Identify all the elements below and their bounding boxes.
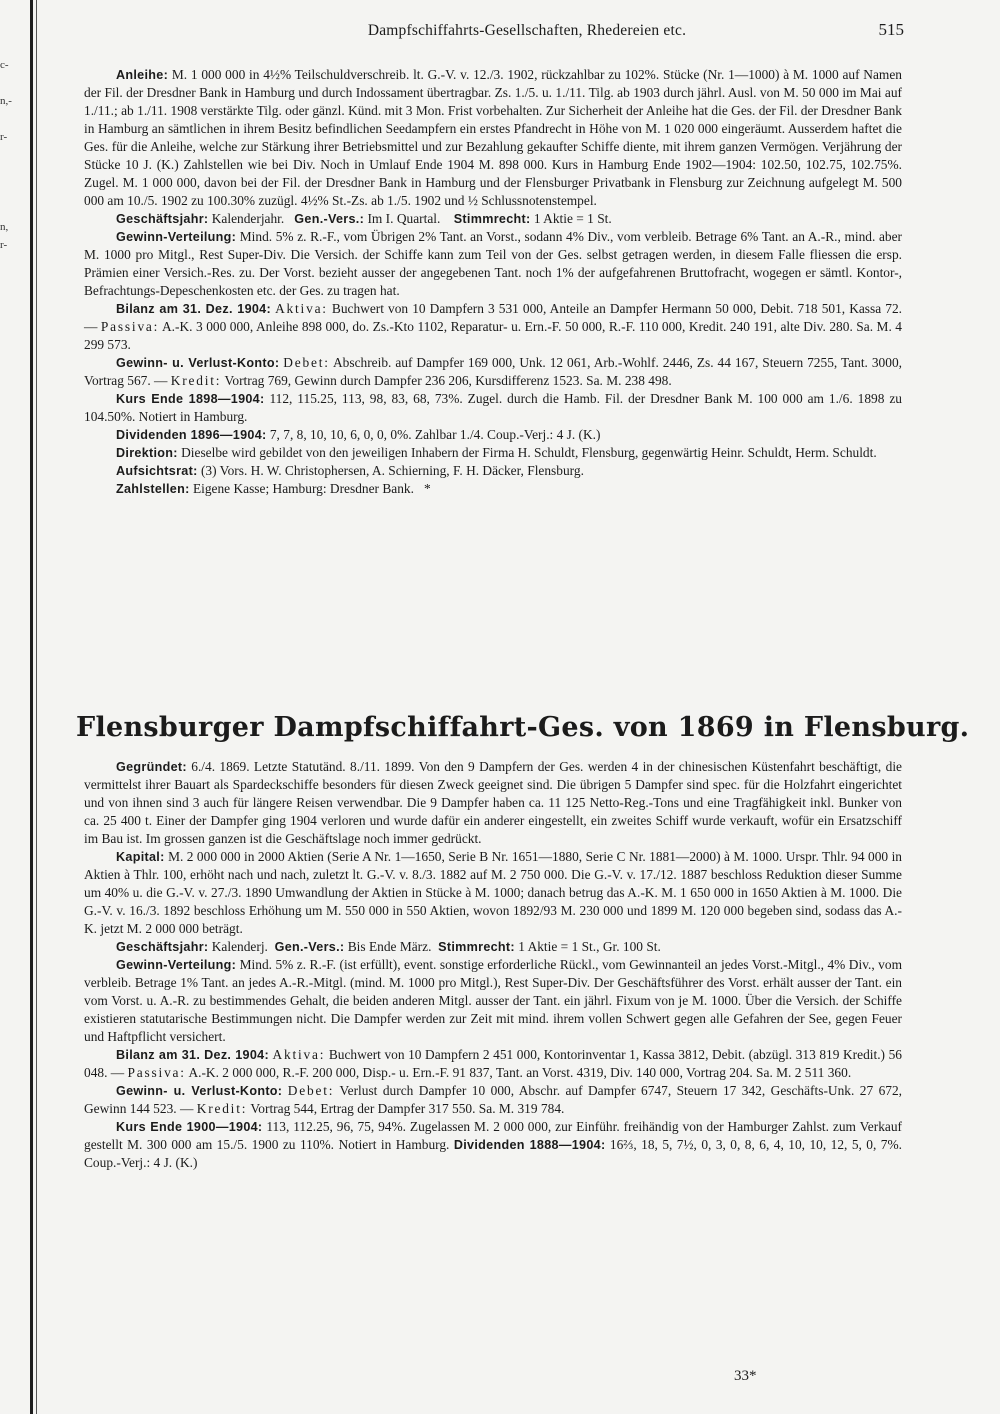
- text-debet-2: Verlust durch Dampfer 10 000, Abschr. auf Dampfer 6747, Steuern 17 342, Geschäfts-Unk. 27 672, Gewinn 144 523. —: [84, 1083, 903, 1116]
- gutter-fragment: [0, 434, 28, 452]
- text-passiva: A.-K. 3 000 000, Anleihe 898 000, do. Zs.-Kto 1102, Reparatur- u. Ern.-F. 50 000, R.-F. 110 000, Kredit. 240 191, alte Div. 280. Sa. M. 4 299 573.: [84, 319, 903, 352]
- label-gewinn-verlust-2: Gewinn- u. Verlust-Konto:: [116, 1084, 283, 1098]
- binding-edge: [30, 0, 33, 1414]
- label-passiva: Passiva:: [100, 319, 160, 334]
- running-header: Dampfschiffahrts-Gesellschaften, Rhedereien etc.: [367, 22, 687, 39]
- gutter-fragment: r-: [0, 131, 8, 143]
- label-zahlstellen: Zahlstellen:: [116, 482, 190, 496]
- label-geschaeftsjahr-2: Geschäftsjahr:: [116, 940, 209, 954]
- gutter-fragment: c-: [0, 59, 9, 71]
- binding-edge-shadow: [36, 0, 37, 1414]
- company-title: Flensburger Dampfschiffahrt-Ges. von 1869 in Flensburg.: [76, 712, 970, 743]
- text-kurs-2: 113, 112.25, 96, 75, 94%. Zugelassen M. 2 000 000, zur Einführ. freihändig von der Hamburger Zahlst. zum Verkauf gestellt M. 300 000 am 15./5. 1900 zu 110%. Notiert in Hamburg.: [84, 1119, 902, 1152]
- gutter-fragment: [0, 272, 28, 290]
- text-anleihe: M. 1 000 000 in 4½% Teilschuldverschreib. lt. G.-V. v. 12./3. 1902, rückzahlbar zu 102%. Stücke (Nr. 1—1000) à M. 1000 auf Namen der Fil. der Dresdner Bank in Hamburg und durch Indossament übertragbar. Zs. 1./5. u. 1./11. Tilg. ab 1903 durch jährl. Ausl. von M. 50 000 im Mai auf 1./11.; ab 1./11. 1908 verstärkte Tilg. oder gänzl. Künd. mit 3 Mon. Frist vorbehalten. Zur Sicherheit der Anleihe hat die Ges. der Fil. der Dresdner Bank in Hamburg an sämtlichen in ihrem Besitz befindlichen Seedampfern ein erstes Pfandrecht in Höhe von M. 1 020 000 eingeräumt. Ausserdem haftet die Ges. für die Anleihe, welche zur Stärkung ihrer Betriebsmittel und zur Bezahlung gekaufter Schiffe diente, mit ihrem ganzen Vermögen. Verjährung der Stücke 10 J. (K.) Zahlstellen wie bei Div. Noch in Umlauf Ende 1904 M. 898 000. Kurs in Hamburg Ende 1902—1904: 102.50, 102.75, 102.75%. Zugel. M. 1 000 000, davon bei der Fil. der Dresdner Bank in Hamburg und der Flensburger Privatbank in Flensburg zur Zeichnung aufgelegt M. 500 000 am 10./5. 1902 zu 100.30% zuzügl. 4½% St.-Zs. ab 1./5. 1902 und ½ Schlussnotenstempel.: [84, 67, 902, 208]
- paragraph-kurs: [84, 390, 902, 426]
- gutter-fragment: [0, 416, 28, 434]
- paragraph-gewinn-verlust-2: [84, 1082, 902, 1118]
- paragraph-gewinn-verteilung: [84, 228, 902, 300]
- gutter-fragment: r-: [0, 239, 8, 251]
- gutter-fragment: [0, 488, 28, 506]
- gutter-fragment: [0, 164, 28, 182]
- text-stimmrecht: 1 Aktie = 1 St.: [533, 211, 612, 226]
- paragraph-kurs-dividenden-2: [84, 1118, 902, 1172]
- text-gewinn-verteilung: Mind. 5% z. R.-F., vom Übrigen 2% Tant. an Vorst., sodann 4% Div., vom verbleib. Betrage 6% Tant. an A.-R., mind. aber M. 1000 pro Mitgl., Rest Super-Div. Die Versich. der Schiffe kann zum Teil von der Ges. selbst getragen werden, in diesem Falle fliessen die ersp. Prämien einer Versich.-Res. zu. Der Vorst. bezieht ausser der angegebenen Tant. noch 1% der aufgefahrenen Bruttofracht, wogegen er sämtl. Kontor-, Befrachtungs-Depeschenkosten etc. der Ges. zu tragen hat.: [84, 229, 902, 298]
- label-gen-vers-2: Gen.-Vers.:: [274, 940, 345, 954]
- text-gewinn-verteilung-2: Mind. 5% z. R.-F. (ist erfüllt), event. sonstige erforderliche Rückl., vom Gewinnanteil an jedes Vorst.-Mitgl., 4% Div., vom verbleib. Betrage 1% Tant. an jedes A.-R.-Mitgl. (mind. M. 1000 pro Mitgl.), Rest Super-Div. Der Geschäftsführer des Vorst. erhält ausser der Tant. ein vom Vorst. u. A.-R. zu bestimmendes Gehalt, die beiden anderen Mitgl. ausser der Tant. ein jährl. Fixum von je M. 1000. Über die Versich. der Schiffe existieren statutarische Bestimmungen nicht. Die Dampfer werden zur Zeit mit mind. ihrem vollen Schwert gegen alle Gefahren der See, gegen Feuer und Haftpflicht versichert.: [84, 957, 902, 1044]
- text-aufsichtsrat: (3) Vors. H. W. Christophersen, A. Schierning, F. H. Däcker, Flensburg.: [200, 463, 584, 478]
- label-kredit-2: Kredit:: [196, 1101, 248, 1116]
- label-gewinn-verteilung: Gewinn-Verteilung:: [116, 230, 237, 244]
- gutter-fragment: [0, 308, 28, 326]
- gutter-fragment: [0, 254, 28, 272]
- paragraph-gewinn-verteilung-2: [84, 956, 902, 1046]
- gutter-fragment: [0, 380, 28, 398]
- paragraph-geschaeftsjahr: [84, 210, 902, 228]
- label-kurs: Kurs Ende 1898—1904:: [116, 392, 265, 406]
- paragraph-anleihe: [84, 66, 902, 210]
- gutter-fragment: [0, 524, 28, 542]
- text-gegruendet: 6./4. 1869. Letzte Statutänd. 8./11. 1899. Von den 9 Dampfern der Ges. werden 4 in der chinesischen Küstenfahrt beschäftigt, die vermittelst ihrer Bauart als Spardeckschiffe besonders für diesen Zweck geeignet sind. Die übrigen 5 Dampfer sind spec. für die Holzfahrt eingerichtet und von ihnen sind 3 auch für längere Reisen verwendbar. Die 9 Dampfer haben ca. 11 125 Netto-Reg.-Tons und eine Tragfähigkeit inkl. Bunker von ca. 25 400 t. Einer der Dampfer ging 1904 verloren und wurde dafür ein anderer eingestellt, ein zweites Schiff wurde verkauft, wofür ein Ersatzschiff im Bau ist. Im grossen ganzen ist die Geschäftslage noch immer gedrückt.: [84, 759, 902, 846]
- text-dividenden-2: 16⅔, 18, 5, 7½, 0, 3, 0, 8, 6, 4, 10, 10, 12, 5, 0, 7%. Coup.-Verj.: 4 J. (K.): [84, 1137, 902, 1170]
- label-aufsichtsrat: Aufsichtsrat:: [116, 464, 198, 478]
- label-direktion: Direktion:: [116, 446, 178, 460]
- paragraph-bilanz-2: [84, 1046, 902, 1082]
- paragraph-geschaeftsjahr-2: [84, 938, 902, 956]
- label-passiva-2: Passiva:: [127, 1065, 186, 1080]
- label-geschaeftsjahr: Geschäftsjahr:: [116, 212, 209, 226]
- text-kredit: Vortrag 769, Gewinn durch Dampfer 236 206, Kursdifferenz 1523. Sa. M. 238 498.: [224, 373, 672, 388]
- label-gen-vers: Gen.-Vers.:: [294, 212, 365, 226]
- gutter-fragment: [0, 182, 28, 200]
- label-gewinn-verteilung-2: Gewinn-Verteilung:: [116, 958, 237, 972]
- text-geschaeftsjahr-2: Kalenderj.: [211, 939, 268, 954]
- paragraph-zahlstellen: [84, 480, 902, 498]
- label-kapital: Kapital:: [116, 850, 165, 864]
- gutter-fragment: [0, 110, 28, 128]
- text-gen-vers-2: Bis Ende März.: [347, 939, 432, 954]
- text-zahlstellen: Eigene Kasse; Hamburg: Dresdner Bank.: [192, 481, 414, 496]
- sheet-signature: 33*: [734, 1368, 757, 1384]
- company-entry-continued: [84, 66, 902, 498]
- label-bilanz-2: Bilanz am 31. Dez. 1904:: [116, 1048, 269, 1062]
- text-direktion: Dieselbe wird gebildet von den jeweiligen Inhabern der Firma H. Schuldt, Flensburg, gegenwärtig Heinr. Schuldt, Herm. Schuldt.: [181, 445, 877, 460]
- facing-page-fragments: [0, 56, 28, 542]
- gutter-fragment: [0, 452, 28, 470]
- text-aktiva: Buchwert von 10 Dampfern 3 531 000, Anteile an Dampfer Hermann 50 000, Debit. 718 501, Kassa 72. —: [84, 301, 902, 334]
- text-passiva-2: A.-K. 2 000 000, R.-F. 200 000, Disp.- u. Ern.-F. 91 837, Tant. an Vorst. 4319, Div. 140 000, Vortrag 204. Sa. M. 2 511 360.: [188, 1065, 852, 1080]
- page-number: 515: [878, 20, 904, 39]
- company-entry-flensburger: [84, 758, 902, 1172]
- gutter-fragment: [0, 326, 28, 344]
- text-geschaeftsjahr: Kalenderjahr.: [211, 211, 285, 226]
- gutter-fragment: n,-: [0, 95, 12, 107]
- text-aktiva-2: Buchwert von 10 Dampfern 2 451 000, Kontorinventar 1, Kassa 3812, Debit. (abzügl. 313 819 Kredit.) 56 048. —: [84, 1047, 902, 1080]
- gutter-fragment: [0, 362, 28, 380]
- label-gewinn-verlust: Gewinn- u. Verlust-Konto:: [116, 356, 280, 370]
- gutter-fragment: [0, 506, 28, 524]
- label-bilanz: Bilanz am 31. Dez. 1904:: [116, 302, 271, 316]
- label-kredit: Kredit:: [170, 373, 222, 388]
- label-stimmrecht-2: Stimmrecht:: [438, 940, 515, 954]
- label-debet-2: Debet:: [287, 1083, 335, 1098]
- paragraph-dividenden: [84, 426, 902, 444]
- text-gen-vers: Im I. Quartal.: [367, 211, 441, 226]
- text-kapital: M. 2 000 000 in 2000 Aktien (Serie A Nr. 1—1650, Serie B Nr. 1651—1880, Serie C Nr. 1881—2000) à M. 1000. Urspr. Thlr. 94 000 in Aktien à Thlr. 100, erhöht nach und nach, zuletzt lt. G.-V. v. 8./3. 1882 auf M. 2 750 000. Die G.-V. v. 17./12. 1887 beschloss Reduktion dieser Summe um 40% u. die G.-V. v. 27./3. 1890 Umwandlung der Aktien in Stücke à M. 1000; danach betrug das A.-K. M. 1 650 000 in 1650 Aktien à M. 1000. Die G.-V. v. 16./3. 1892 beschloss Erhöhung um M. 550 000 in 550 Aktien, wovon 1892/93 M. 230 000 und 1899 M. 120 000 begeben sind, sodass das A.-K. jetzt M. 2 000 000 beträgt.: [84, 849, 902, 936]
- gutter-fragment: [0, 74, 28, 92]
- paragraph-bilanz: [84, 300, 902, 354]
- label-debet: Debet:: [283, 355, 330, 370]
- label-gegruendet: Gegründet:: [116, 760, 187, 774]
- gutter-fragment: [0, 398, 28, 416]
- gutter-fragment: [0, 146, 28, 164]
- text-kurs: 112, 115.25, 113, 98, 83, 68, 73%. Zugel. durch die Hamb. Fil. der Dresdner Bank M. 100 000 am 1./6. 1898 zu 104.50%. Notiert in Hamburg.: [84, 391, 902, 424]
- paragraph-aufsichtsrat: [84, 462, 902, 480]
- label-anleihe: Anleihe:: [116, 68, 169, 82]
- gutter-fragment: [0, 470, 28, 488]
- text-stimmrecht-2: 1 Aktie = 1 St., Gr. 100 St.: [518, 939, 661, 954]
- label-aktiva-2: Aktiva:: [272, 1047, 326, 1062]
- gutter-fragment: [0, 200, 28, 218]
- paragraph-kapital: [84, 848, 902, 938]
- text-debet: Abschreib. auf Dampfer 169 000, Unk. 12 061, Arb.-Wohlf. 2446, Zs. 44 167, Steuern 7255, Tant. 3000, Vortrag 567. —: [84, 355, 902, 388]
- label-aktiva: Aktiva:: [275, 301, 328, 316]
- text-kredit-2: Vortrag 544, Ertrag der Dampfer 317 550. Sa. M. 319 784.: [250, 1101, 565, 1116]
- paragraph-gewinn-verlust: [84, 354, 902, 390]
- label-stimmrecht: Stimmrecht:: [453, 212, 531, 226]
- paragraph-gegruendet: [84, 758, 902, 848]
- label-kurs-2: Kurs Ende 1900—1904:: [116, 1120, 263, 1134]
- label-dividenden-2: Dividenden 1888—1904:: [453, 1138, 606, 1152]
- gutter-fragment: [0, 290, 28, 308]
- label-dividenden: Dividenden 1896—1904:: [116, 428, 267, 442]
- gutter-fragment: n,: [0, 221, 9, 233]
- end-of-entry-mark: *: [424, 481, 431, 496]
- text-dividenden: 7, 7, 8, 10, 10, 6, 0, 0, 0%. Zahlbar 1./4. Coup.-Verj.: 4 J. (K.): [269, 427, 601, 442]
- paragraph-direktion: [84, 444, 902, 462]
- gutter-fragment: [0, 344, 28, 362]
